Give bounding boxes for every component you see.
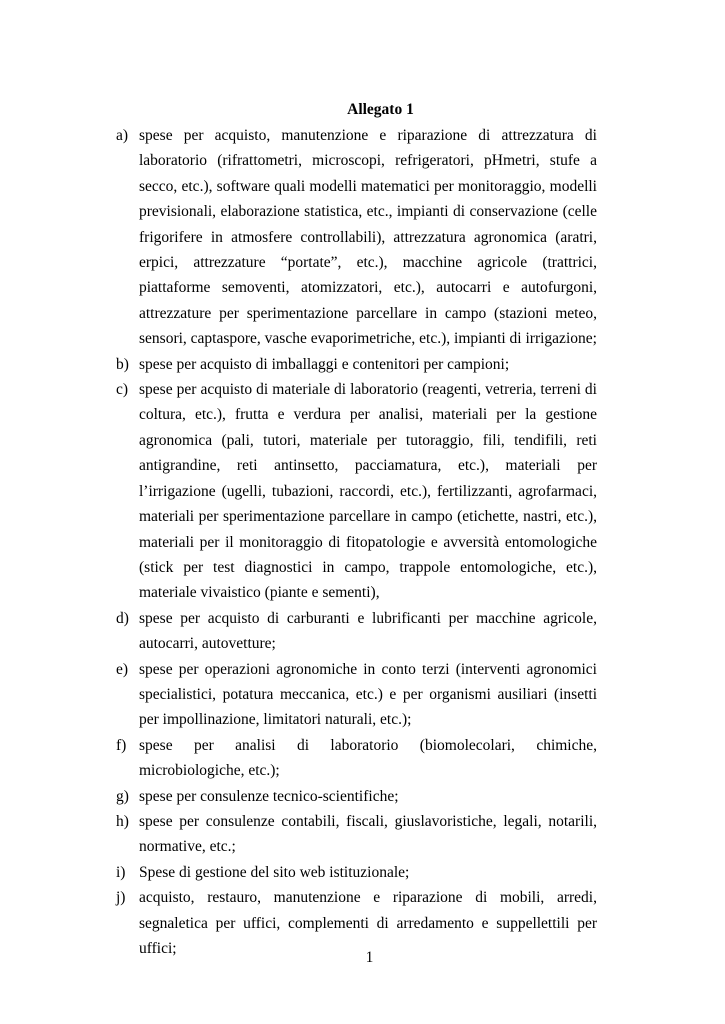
page-number: 1	[365, 949, 374, 966]
list-item-text: acquisto, restauro, manutenzione e riparazione di mobili, arredi, segnaletica per uffici, complementi di arredamento e suppellettili per uffici;	[139, 889, 597, 957]
list-item-d	[116, 606, 597, 657]
list-item-e	[116, 657, 597, 733]
list-item-text: spese per consulenze contabili, fiscali, giuslavoristiche, legali, notarili, normative, etc.;	[139, 812, 597, 856]
list-item-h	[116, 809, 597, 860]
list-item-text: spese per operazioni agronomiche in conto terzi (interventi agronomici specialistici, potatura meccanica, etc.) e per organismi ausiliari (insetti per impollinazione, limitatori naturali, etc.);	[139, 660, 597, 729]
list-item-text: spese per consulenze tecnico-scientifiche;	[139, 787, 399, 805]
list-marker: j)	[116, 889, 126, 907]
list-item-text: spese per acquisto di carburanti e lubrificanti per macchine agricole, autocarri, autovetture;	[139, 609, 597, 653]
list-item-i	[116, 860, 597, 885]
list-marker: h)	[116, 812, 129, 830]
list-marker: d)	[116, 609, 129, 627]
list-marker: a)	[116, 127, 129, 144]
list-marker: g)	[116, 787, 129, 805]
list-item-text: spese per analisi di laboratorio (biomolecolari, chimiche, microbiologiche, etc.);	[139, 736, 597, 780]
list-marker: f)	[116, 736, 127, 754]
list-marker: c)	[116, 381, 129, 399]
expense-list	[116, 123, 597, 961]
list-marker: i)	[116, 863, 126, 881]
list-marker: e)	[116, 660, 129, 678]
list-marker: b)	[116, 355, 129, 373]
list-item-a	[116, 123, 597, 352]
list-item-text: spese per acquisto, manutenzione e riparazione di attrezzatura di laboratorio (rifrattometri, microscopi, refrigeratori, pHmetri, stufe a secco, etc.), software quali modelli matematici per monitoraggio, modelli previsionali, elaborazione statistica, etc., impianti di conservazione (celle frigorifere in atmosfere controllabili), attrezzatura agronomica (aratri, erpici, attrezzature “portate”, etc.), macchine agricole (trattrici, piattaforme semoventi, atomizzatori, etc.), autocarri e autofurgoni, attrezzature per sperimentazione parcellare in campo (stazioni meteo, sensori, captaspore, vasche evaporimetriche, etc.), impianti di irrigazione;	[139, 127, 597, 348]
list-item-g	[116, 784, 597, 809]
list-item-text: spese per acquisto di imballaggi e contenitori per campioni;	[139, 355, 510, 373]
list-item-f	[116, 733, 597, 784]
list-item-text: spese per acquisto di materiale di laboratorio (reagenti, vetreria, terreni di coltura, etc.), frutta e verdura per analisi, materiali per la gestione agronomica (pali, tutori, materiale per tutoraggio, fili, tendifili, reti antigrandine, reti antinsetto, pacciamatura, etc.), materiali per l’irrigazione (ugelli, tubazioni, raccordi, etc.), fertilizzanti, agrofarmaci, materiali per sperimentazione parcellare in campo (etichette, nastri, etc.), materiali per il monitoraggio di fitopatologie e avversità entomologiche (stick per test diagnostici in campo, trappole entomologiche, etc.), materiale vivaistico (piante e sementi),	[139, 381, 597, 602]
list-item-c	[116, 377, 597, 606]
list-item-text: Spese di gestione del sito web istituzionale;	[139, 863, 410, 881]
list-item-b	[116, 352, 597, 377]
document-title: Allegato 1	[347, 101, 414, 118]
